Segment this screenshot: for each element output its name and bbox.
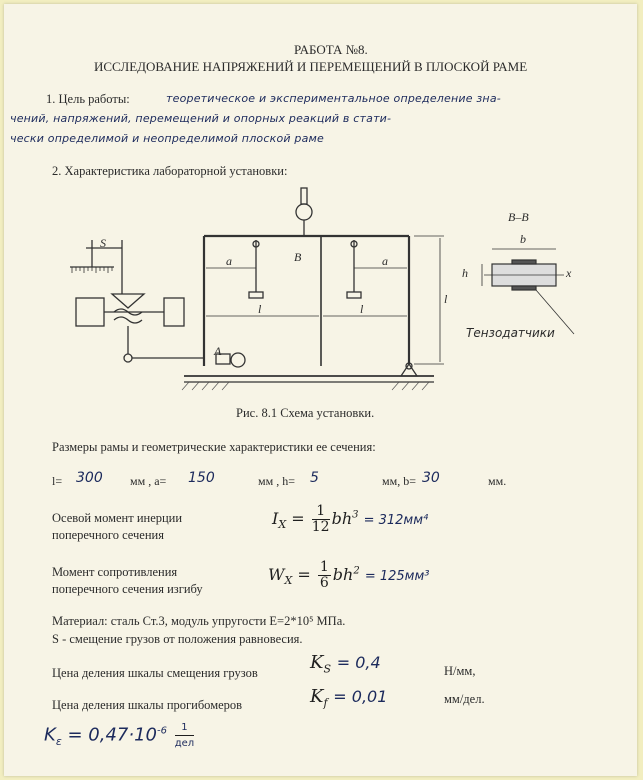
resistance-result: = 125мм³ — [364, 569, 430, 584]
inertia-label-line2: поперечного сечения — [52, 528, 164, 542]
kf-label: Цена деления шкалы прогибомеров — [52, 698, 243, 712]
goal-text-line2: чений, напряжений, перемещений и опорных реакций в стати- — [10, 112, 392, 125]
dim-l-value: 300 — [76, 470, 103, 486]
dim-h-value: 5 — [310, 470, 319, 486]
diagram-label-l-vertical: l — [444, 292, 448, 306]
material-line2: S - смещение грузов от положения равновесия. — [52, 632, 303, 646]
goal-text-line1: теоретическое и экспериментальное определение зна- — [166, 92, 501, 105]
resistance-label-line2: поперечного сечения изгибу — [52, 582, 203, 596]
section-axis-x: x — [566, 266, 572, 280]
ks-unit: Н/мм, — [444, 664, 476, 678]
dimensions-heading: Размеры рамы и геометрические характеристики ее сечения: — [52, 440, 376, 454]
material-line1: Материал: сталь Ст.3, модуль упругости E=2*10⁵ МПа. — [52, 614, 346, 628]
diagram-label-a-right: a — [382, 254, 388, 268]
ks-label: Цена деления шкалы смещения грузов — [52, 666, 258, 680]
dim-a-value: 150 — [188, 470, 215, 486]
diagram-label-b-point: B — [294, 250, 302, 264]
kf-unit: мм/дел. — [444, 692, 485, 706]
inertia-formula: $I_X$ = $\frac{1}{12}$ $bh^3 = 312мм^4$ — [272, 503, 429, 535]
diagram-label-l-left: l — [258, 302, 262, 316]
dim-l-label: l= — [52, 474, 63, 488]
inertia-result: = 312мм⁴ — [363, 513, 429, 528]
kf-formula: $K_f = 0,01$ — [310, 686, 388, 710]
diagram-label-l-right: l — [360, 302, 364, 316]
section-dim-b: b — [520, 232, 526, 246]
setup-label: 2. Характеристика лабораторной установки: — [52, 164, 288, 178]
goal-text-line3: чески определимой и неопределимой плоской раме — [10, 132, 325, 145]
inertia-label-line1: Осевой момент инерции — [52, 511, 183, 525]
worksheet-page — [4, 4, 637, 776]
ks-formula: $K_S = 0,4$ — [310, 652, 381, 676]
resistance-label-line1: Момент сопротивления — [52, 565, 178, 579]
figure-caption: Рис. 8.1 Схема установки. — [236, 406, 375, 420]
ke-formula: $K_\varepsilon = 0,47\cdot 10^{-6}$ $\frac{1}{\text{дел}}$ — [44, 722, 195, 749]
resistance-formula: $W_X$ = $\frac{1}{6}$ $bh^2 = 125мм^3$ — [268, 559, 430, 591]
work-number: РАБОТА №8. — [294, 42, 368, 57]
diagram-label-s: S — [100, 236, 106, 250]
dim-unit1: мм , a= — [130, 474, 167, 488]
section-title: B–B — [508, 210, 529, 224]
page-title: ИССЛЕДОВАНИЕ НАПРЯЖЕНИЙ И ПЕРЕМЕЩЕНИЙ В ПЛОСКОЙ РАМЕ — [94, 59, 528, 74]
diagram-label-a-point: A — [214, 344, 222, 358]
dim-unit2: мм , h= — [258, 474, 295, 488]
section-dim-h: h — [462, 266, 468, 280]
dim-unit3: мм, b= — [382, 474, 416, 488]
setup-diagram — [4, 184, 637, 409]
dim-b-value: 30 — [422, 470, 440, 486]
strain-gauges-label: Тензодатчики — [466, 326, 555, 340]
goal-label: 1. Цель работы: — [46, 92, 130, 106]
diagram-label-a-left: a — [226, 254, 232, 268]
dim-unit4: мм. — [488, 474, 507, 488]
